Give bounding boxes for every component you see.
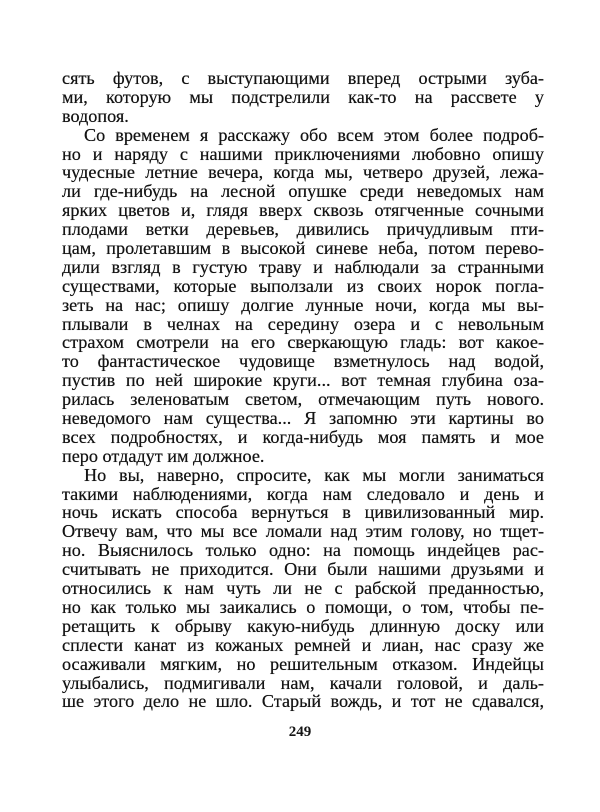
text-line: всех подробностях, и когда-нибудь моя память и мое <box>62 426 544 447</box>
text-line: плодами ветки деревьев, дивились причудливым пти- <box>62 219 544 240</box>
paragraph-start-line: Но вы, наверно, спросите, как мы могли заниматься <box>84 464 544 485</box>
text-line: но и наряду с нашими приключениями любовно опишу <box>62 143 544 164</box>
text-line: перо отдадут им должное. <box>62 445 265 466</box>
text-line: плывали в челнах на середину озера и с невольным <box>62 313 544 334</box>
text-line: зеть на нас; опишу долгие лунные ночи, когда мы вы- <box>62 294 544 315</box>
text-line: относились к нам чуть ли не с рабской преданностью, <box>62 578 544 599</box>
text-line: ми, которую мы подстрелили как-то на рассвете у <box>62 86 544 107</box>
text-line: такими наблюдениями, когда нам следовало и день и <box>62 483 544 504</box>
text-line: чудесные летние вечера, когда мы, четверо друзей, лежа- <box>62 162 544 183</box>
text-line: улыбались, подмигивали нам, качали головой, и даль- <box>62 672 544 693</box>
text-line: Отвечу вам, что мы все ломали над этим голову, но тщет- <box>62 521 544 542</box>
text-line: неведомого нам существа... Я запомню эти картины во <box>62 408 544 429</box>
text-line: дили взгляд в густую траву и наблюдали за странными <box>62 256 544 277</box>
text-line: сять футов, с выступающими вперед острыми зуба- <box>62 68 544 88</box>
text-line: пустив по ней широкие круги... вот темная глубина оза- <box>62 370 544 391</box>
page-number: 249 <box>288 724 312 740</box>
text-line: осаживали мягким, но решительным отказом. Индейцы <box>62 653 544 674</box>
text-line: ли где-нибудь на лесной опушке среди неведомых нам <box>62 181 544 202</box>
text-line: сплести канат из кожаных ремней и лиан, нас сразу же <box>62 634 544 655</box>
paragraph-start-line: Со временем я расскажу обо всем этом более подроб- <box>84 124 544 145</box>
text-line: ретащить к обрыву какую-нибудь длинную доску или <box>62 615 544 636</box>
text-line: но. Выяснилось только одно: на помощь индейцев рас- <box>62 540 544 561</box>
text-line: считывать не приходится. Они были нашими друзьями и <box>62 559 544 580</box>
text-line: но как только мы заикались о помощи, о том, чтобы пе- <box>62 596 544 617</box>
text-line: ше этого дело не шло. Старый вождь, и тот не сдавался, <box>62 691 544 712</box>
page-body <box>62 69 544 711</box>
text-line: страхом смотрели на его сверкающую гладь: вот какое- <box>62 332 544 353</box>
text-line: то фантастическое чудовище взметнулось над водой, <box>62 351 544 372</box>
text-line: водопоя. <box>62 105 129 126</box>
text-line: рилась зеленоватым светом, отмечающим путь нового. <box>62 389 544 410</box>
text-line: существами, которые выползали из своих норок погла- <box>62 275 544 296</box>
text-line: ярких цветов и, глядя вверх сквозь отягченные сочными <box>62 200 544 221</box>
text-line: цам, пролетавшим в высокой синеве неба, потом перево- <box>62 238 544 259</box>
text-line: ночь искать способа вернуться в цивилизованный мир. <box>62 502 544 523</box>
